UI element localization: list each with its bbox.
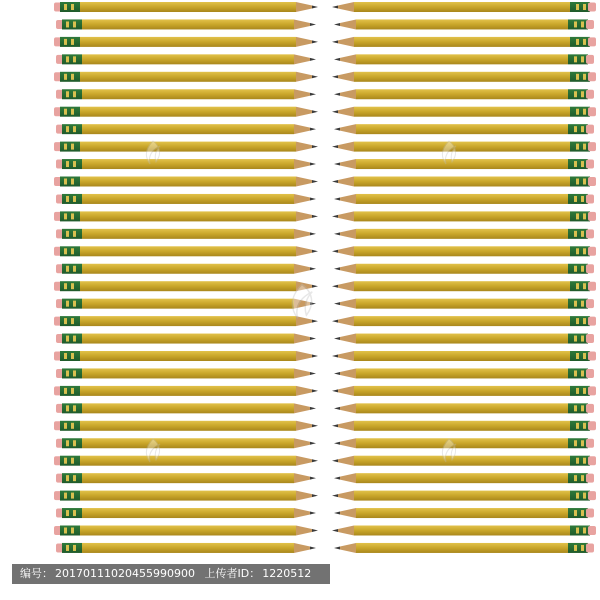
pencil	[334, 508, 594, 518]
pencil	[54, 2, 318, 12]
pencil	[334, 124, 594, 134]
pencil	[56, 54, 316, 64]
pencil	[56, 159, 316, 169]
pencil	[54, 37, 318, 47]
watermark-logo-icon	[280, 280, 324, 324]
pencil	[54, 142, 318, 152]
pencil	[56, 438, 316, 448]
pencil	[334, 89, 594, 99]
pencil	[334, 54, 594, 64]
pencil	[332, 351, 596, 361]
pencil	[54, 107, 318, 117]
pencil	[332, 386, 596, 396]
pencil	[334, 299, 594, 309]
pencil	[334, 229, 594, 239]
pencil	[56, 89, 316, 99]
pencil	[54, 351, 318, 361]
pencil	[334, 19, 594, 29]
pencil	[334, 264, 594, 274]
pencil	[332, 316, 596, 326]
pencil	[334, 368, 594, 378]
watermark-logo-icon	[138, 138, 168, 168]
pencil	[334, 334, 594, 344]
pencil	[56, 229, 316, 239]
pencil	[56, 124, 316, 134]
pencil	[56, 19, 316, 29]
pencil	[54, 386, 318, 396]
pencil	[54, 246, 318, 256]
pencil	[332, 177, 596, 187]
pencil	[334, 403, 594, 413]
image-id-value: 20170111020455990900	[55, 567, 195, 580]
pencil	[332, 526, 596, 536]
pencil	[332, 421, 596, 431]
pencil	[54, 526, 318, 536]
pencil	[56, 368, 316, 378]
uploader-id-label: 上传者ID：	[204, 567, 261, 580]
pencil	[54, 281, 318, 291]
pencil	[332, 2, 596, 12]
pencil	[56, 403, 316, 413]
pencil	[56, 299, 316, 309]
pencil	[334, 473, 594, 483]
image-id-label: 编号：	[20, 567, 53, 580]
pencil	[54, 421, 318, 431]
watermark-logo-icon	[138, 436, 168, 466]
watermark-logo-icon	[434, 138, 464, 168]
pencil	[54, 211, 318, 221]
pencil	[332, 72, 596, 82]
pencil	[332, 37, 596, 47]
pencil	[54, 72, 318, 82]
pencil	[54, 456, 318, 466]
pencil	[332, 211, 596, 221]
pencil	[332, 246, 596, 256]
pencil	[56, 194, 316, 204]
pencil	[54, 177, 318, 187]
watermark-logo-icon	[434, 436, 464, 466]
pencil	[334, 194, 594, 204]
pencil	[332, 456, 596, 466]
pencil	[56, 473, 316, 483]
pencil	[56, 334, 316, 344]
pencil	[332, 107, 596, 117]
pencil	[56, 264, 316, 274]
pencil	[56, 543, 316, 553]
image-id-caption	[12, 564, 330, 584]
pencil	[332, 281, 596, 291]
pencil	[54, 316, 318, 326]
pencil	[334, 438, 594, 448]
pencil	[334, 543, 594, 553]
pencil	[54, 491, 318, 501]
pencil	[332, 491, 596, 501]
pencil	[56, 508, 316, 518]
pencil	[332, 142, 596, 152]
uploader-id-value: 1220512	[262, 567, 312, 580]
pencil	[334, 159, 594, 169]
